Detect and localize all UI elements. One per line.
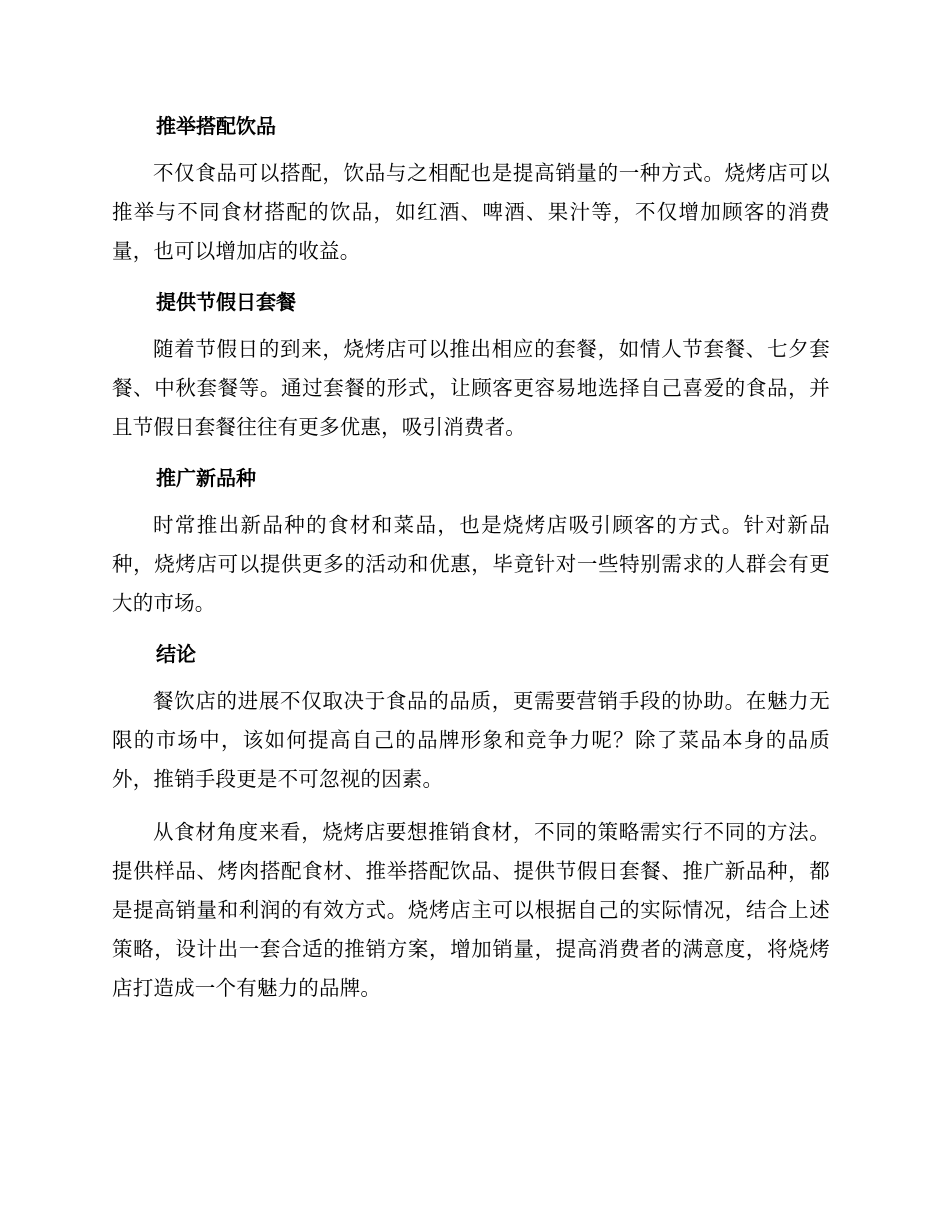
document-page [112, 106, 830, 1019]
body-paragraph: 随着节假日的到来，烧烤店可以推出相应的套餐，如情人节套餐、七夕套餐、中秋套餐等。通过套餐的形式，让顾客更容易地选择自己喜爱的食品，并且节假日套餐往往有更多优惠，吸引消费者。 [112, 337, 830, 439]
body-paragraph: 不仅食品可以搭配，饮品与之相配也是提高销量的一种方式。烧烤店可以推举与不同食材搭配的饮品，如红酒、啤酒、果汁等，不仅增加顾客的消费量，也可以增加店的收益。 [112, 161, 830, 263]
section-heading: 推广新品种 [156, 466, 256, 490]
section-heading: 结论 [156, 642, 196, 666]
section-holiday-set-meals [112, 282, 830, 447]
body-paragraph: 餐饮店的进展不仅取决于食品的品质，更需要营销手段的协助。在魅力无限的市场中，该如何提高自己的品牌形象和竞争力呢？除了菜品本身的品质外，推销手段更是不可忽视的因素。 [112, 689, 830, 791]
section-new-varieties [112, 458, 830, 623]
section-heading: 提供节假日套餐 [156, 290, 296, 314]
body-paragraph: 时常推出新品种的食材和菜品，也是烧烤店吸引顾客的方式。针对新品种，烧烤店可以提供更多的活动和优惠，毕竟针对一些特别需求的人群会有更大的市场。 [112, 513, 830, 615]
section-heading: 推举搭配饮品 [156, 114, 276, 138]
section-recommend-drinks [112, 106, 830, 271]
section-conclusion [112, 634, 830, 1008]
body-paragraph: 从食材角度来看，烧烤店要想推销食材，不同的策略需实行不同的方法。提供样品、烤肉搭配食材、推举搭配饮品、提供节假日套餐、推广新品种，都是提高销量和利润的有效方式。烧烤店主可以根据自己的实际情况，结合上述策略，设计出一套合适的推销方案，增加销量，提高消费者的满意度，将烧烤店打造成一个有魅力的品牌。 [112, 820, 830, 1000]
